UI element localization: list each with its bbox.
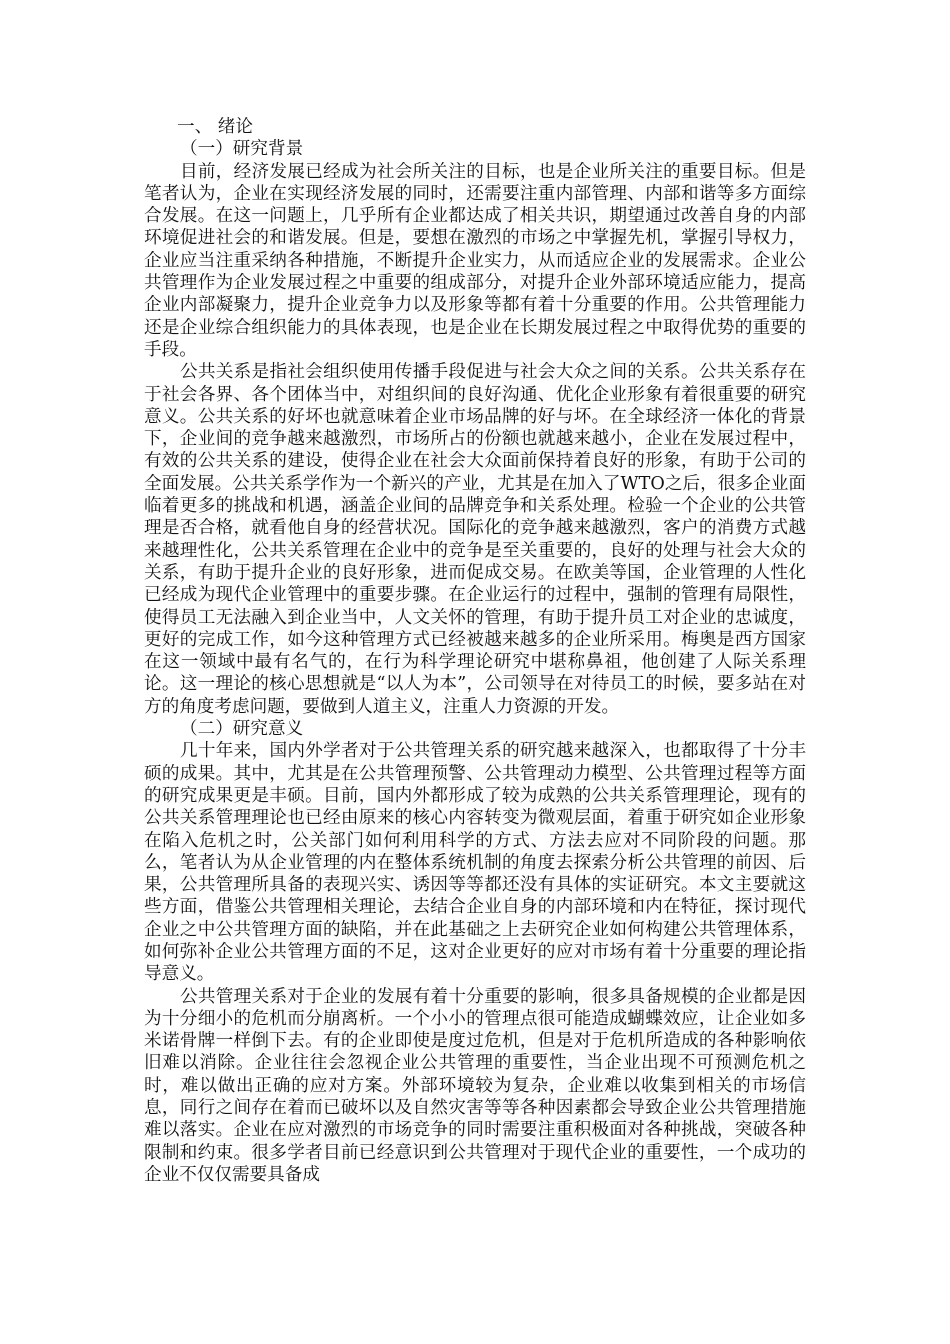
section-heading-background: （一）研究背景 (180, 139, 304, 160)
paragraph: 公共关系是指社会组织使用传播手段促进与社会大众之间的关系。公共关系存在于社会各界、各个团体当中，对组织间的良好沟通、优化企业形象有着很重要的研究意义。公共关系的好坏也就意味着企业市场品牌的好与坏。在全球经济一体化的背景下，企业间的竞争越来越激烈，市场所占的份额也就越来越小，企业在发展过程中，有效的公共关系的建设，使得企业在社会大众面前保持着良好的形象，有助于公司的全面发展。公共关系学作为一个新兴的产业，尤其是在加入了WTO之后，很多企业面临着更多的挑战和机遇，涵盖企业间的品牌竞争和关系处理。检验一个企业的公共管理是否合格，就看他自身的经营状况。国际化的竞争越来越激烈，客户的消费方式越来越理性化，公共关系管理在企业中的竞争是至关重要的，良好的处理与社会大众的关系，有助于提升企业的良好形象，进而促成交易。在欧美等国，企业管理的人性化已经成为现代企业管理中的重要步骤。在企业运行的过程中，强制的管理有局限性，使得员工无法融入到企业当中，人文关怀的管理，有助于提升员工对企业的忠诚度，更好的完成工作，如今这种管理方式已经被越来越多的企业所采用。梅奥是西方国家在这一领域中最有名气的，在行为科学理论研究中堪称鼻祖，他创建了人际关系理论。这一理论的核心思想就是“以人为本”，公司领导在对待员工的时候，要多站在对方的角度考虑问题，要做到人道主义，注重人力资源的开发。 (144, 362, 806, 717)
paragraph: 几十年来，国内外学者对于公共管理关系的研究越来越深入，也都取得了十分丰硕的成果。其中，尤其是在公共管理预警、公共管理动力模型、公共管理过程等方面的研究成果更是丰硕。目前，国内外都形成了较为成熟的公共关系管理理论，现有的公共关系管理理论也已经由原来的核心内容转变为微观层面，着重于研究如企业形象在陷入危机之时，公关部门如何利用科学的方式、方法去应对不同阶段的问题。那么，笔者认为从企业管理的内在整体系统机制的角度去探索分析公共管理的前因、后果，公共管理所具备的表现兴实、诱因等等都还没有具体的实证研究。本文主要就这些方面，借鉴公共管理相关理论，去结合企业自身的内部环境和内在特征，探讨现代企业之中公共管理方面的缺陷，并在此基础之上去研究企业如何构建公共管理体系，如何弥补企业公共管理方面的不足，这对企业更好的应对市场有着十分重要的理论指导意义。 (144, 741, 806, 985)
paragraph: 公共管理关系对于企业的发展有着十分重要的影响，很多具备规模的企业都是因为十分细小的危机而分崩离析。一个小小的管理点很可能造成蝴蝶效应，让企业如多米诺骨牌一样倒下去。有的企业即使是度过危机，但是对于危机所造成的各种影响依旧难以消除。企业往往会忽视企业公共管理的重要性，当企业出现不可预测危机之时，难以做出正确的应对方案。外部环境较为复杂，企业难以收集到相关的市场信息，同行之间存在着而已破坏以及自然灾害等等各种因素都会导致企业公共管理措施难以落实。企业在应对激烈的市场竞争的同时需要注重积极面对各种挑战，突破各种限制和约束。很多学者目前已经意识到公共管理对于现代企业的重要性，一个成功的企业不仅仅需要具备成 (144, 986, 806, 1185)
paragraph: 目前，经济发展已经成为社会所关注的目标，也是企业所关注的重要目标。但是笔者认为，企业在实现经济发展的同时，还需要注重内部管理、内部和谐等多方面综合发展。在这一问题上，几乎所有企业都达成了相关共识，期望通过改善自身的内部环境促进社会的和谐发展。但是，要想在激烈的市场之中掌握先机，掌握引导权力，企业应当注重采纳各种措施，不断提升企业实力，从而适应企业的发展需求。企业公共管理作为企业发展过程之中重要的组成部分，对提升企业外部环境适应能力，提高企业内部凝聚力，提升企业竞争力以及形象等都有着十分重要的作用。公共管理能力还是企业综合组织能力的具体表现，也是企业在长期发展过程之中取得优势的重要的手段。 (144, 161, 806, 360)
section-heading-significance: （二）研究意义 (180, 719, 304, 740)
document-page (144, 116, 806, 1186)
chapter-heading: 一、 绪论 (177, 117, 253, 137)
